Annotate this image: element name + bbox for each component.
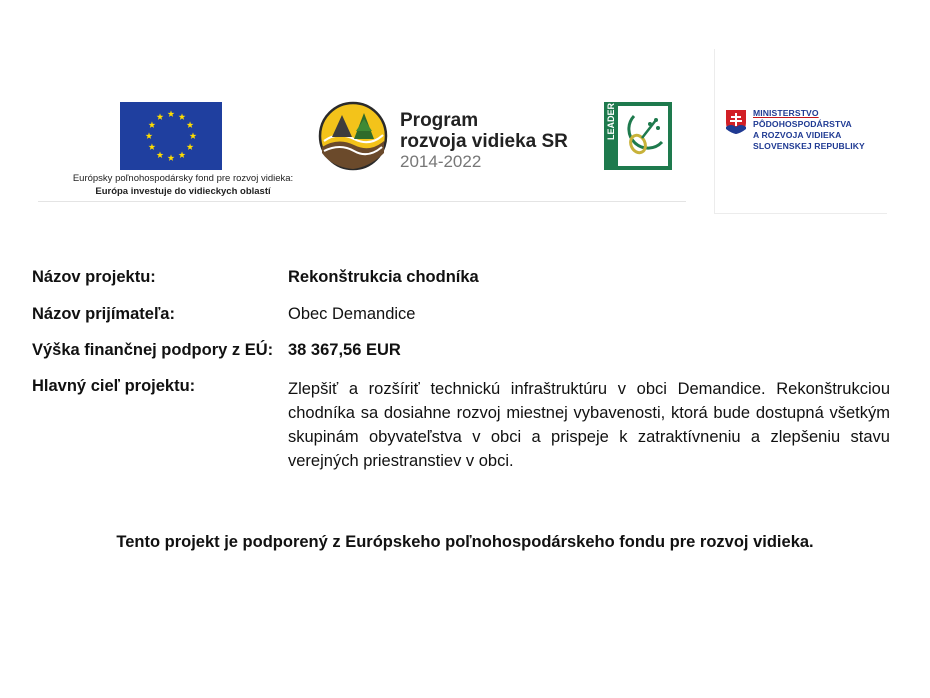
project-name-value: Rekonštrukcia chodníka	[288, 268, 479, 286]
eu-caption-line2: Európa investuje do vidieckych oblastí	[95, 186, 271, 197]
program-line3: 2014-2022	[400, 152, 482, 171]
funding-label: Výška finančnej podpory z EÚ:	[32, 341, 274, 359]
slovak-coat-of-arms-icon	[725, 109, 747, 135]
program-line2: rozvoja vidieka SR	[400, 131, 568, 152]
ministry-line1: MINISTERSTVO	[753, 108, 819, 118]
ministry-line4: SLOVENSKEJ REPUBLIKY	[753, 141, 865, 151]
funding-statement: Tento projekt je podporený z Európskeho poľnohospodárskeho fondu pre rozvoj vidieka.	[116, 533, 814, 551]
ministry-logo-block	[714, 49, 887, 214]
goal-label: Hlavný cieľ projektu:	[32, 377, 196, 395]
project-name-label: Názov projektu:	[32, 268, 156, 286]
program-emblem-icon	[318, 101, 388, 171]
eu-caption-line1: Európsky poľnohospodársky fond pre rozvoj vidieka:	[72, 173, 294, 184]
ministry-line3: A ROZVOJA VIDIEKA	[753, 130, 842, 140]
eu-flag-icon	[120, 102, 222, 170]
funding-value: 38 367,56 EUR	[288, 341, 401, 359]
program-title	[400, 110, 568, 171]
svg-text:LEADER: LEADER	[606, 102, 616, 140]
ministry-line2: PÔDOHOSPODÁRSTVA	[753, 119, 852, 129]
goal-description: Zlepšiť a rozšíriť technickú infraštruktúru v obci Demandice. Rekonštrukciou chodníka sa dosiahne rozvoj miestnej vybavenosti, ktorá bude dostupná všetkým skupinám obyvateľstva v obci a prispeje k zatraktívneniu a zlepšeniu stavu verejných priestranstiev v obci.	[288, 380, 890, 470]
leader-logo-icon	[604, 102, 672, 170]
logo-strip	[38, 98, 686, 202]
recipient-value: Obec Demandice	[288, 305, 416, 323]
ministry-name	[753, 108, 865, 152]
eu-logo-block	[38, 98, 328, 201]
recipient-label: Názov prijímateľa:	[32, 305, 175, 323]
program-line1: Program	[400, 110, 479, 131]
